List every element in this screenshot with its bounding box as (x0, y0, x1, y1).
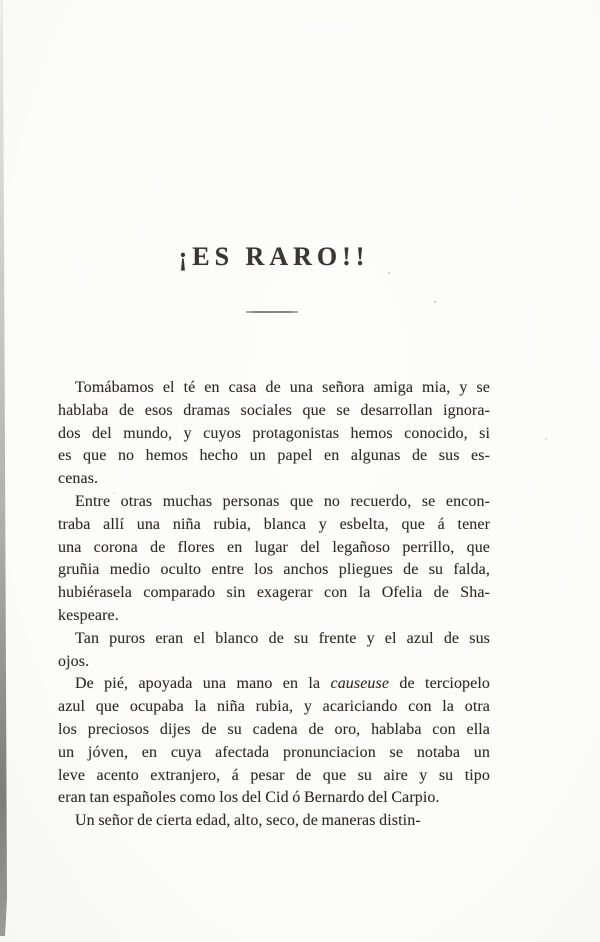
text-line: traba allí una niña rubia, blanca y esbelta, que á tener (58, 515, 490, 533)
scan-speck (434, 301, 436, 303)
scan-binding-edge (0, 0, 7, 936)
text-line: los preciosos dijes de su cadena de oro, hablaba con ella (58, 720, 490, 738)
text-line: un jóven, en cuya afectada pronunciacion se notaba un (58, 743, 490, 761)
text-line: cenas. (58, 470, 99, 488)
text-line: Tan puros eran el blanco de su frente y el azul de sus (75, 629, 490, 647)
text-line: Entre otras muchas personas que no recuerdo, se encon- (75, 492, 490, 510)
text-line: leve acento extranjero, á pesar de que su aire y su tipo (58, 766, 490, 784)
text-line: Un señor de cierta edad, alto, seco, de maneras distin- (75, 812, 421, 830)
text-line: gruñia medio oculto entre los anchos pliegues de su falda, (58, 561, 490, 579)
text-line: es que no hemos hecho un papel en algunas de sus es- (58, 447, 490, 465)
text-line: dos del mundo, y cuyos protagonistas hemos conocido, si (58, 424, 490, 442)
text-line: azul que ocupaba la niña rubia, y acariciando con la otra (58, 698, 490, 716)
text-line: ojos. (58, 652, 90, 670)
text-column (58, 377, 490, 833)
scan-speck (545, 438, 547, 440)
text-line: hubiérasela comparado sin exagerar con la Ofelia de Sha- (58, 584, 490, 602)
text-line: eran tan españoles como los del Cid ó Bernardo del Carpio. (58, 789, 440, 807)
text-line: De pié, apoyada una mano en la causeuse de terciopelo (75, 675, 490, 693)
text-line: Tomábamos el té en casa de una señora amiga mia, y se (75, 379, 490, 396)
text-line: kespeare. (58, 606, 119, 624)
text-line: una corona de flores en lugar del legañoso perrillo, que (58, 538, 490, 556)
title-divider-rule (246, 311, 298, 313)
scan-speck (113, 492, 115, 494)
text-line: hablaba de esos dramas sociales que se desarrollan ignora- (58, 401, 490, 419)
scan-speck (388, 272, 390, 274)
chapter-title: ¡ES RARO!! (178, 242, 370, 271)
italic-word: causeuse (330, 675, 390, 693)
